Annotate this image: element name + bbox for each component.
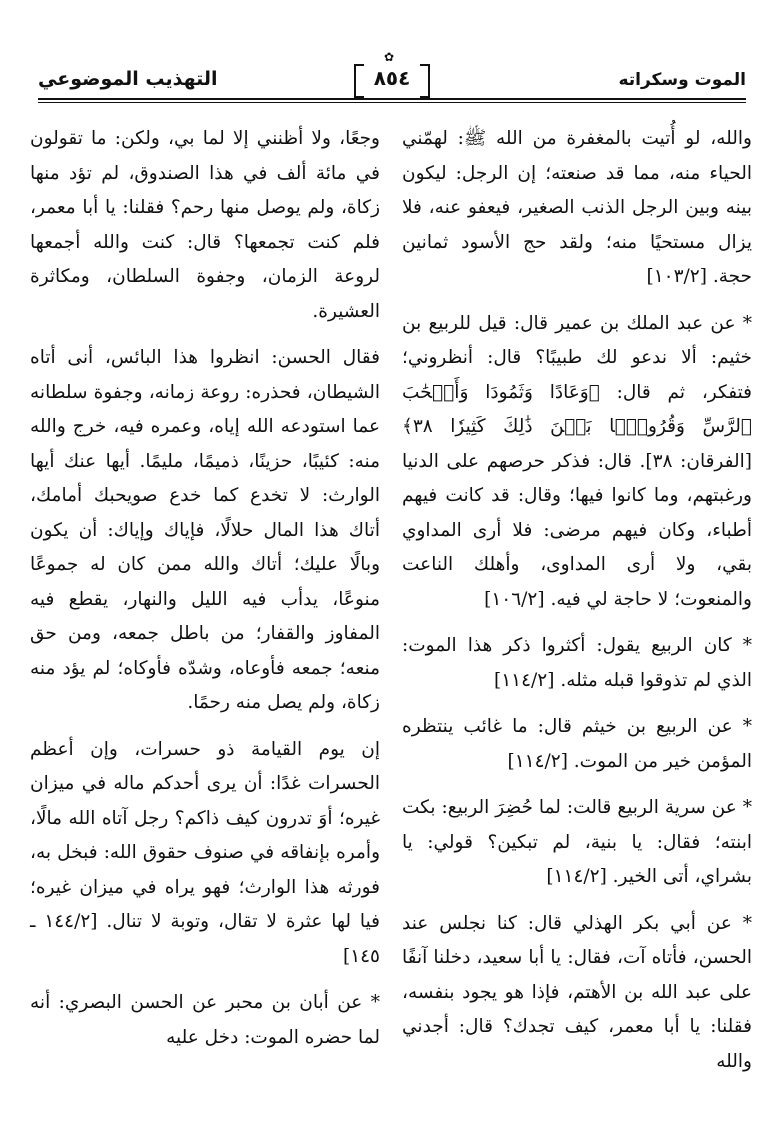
- paragraph: * عن عبد الملك بن عمير قال: قيل للربيع بن خثيم: ألا ندعو لك طبيبًا؟ قال: أنظروني؛ فتفكر، ثم قال: ﴿وَعَادًا وَثَمُودَا وَأَصۡحَٰبَ ٱلرَّسِّ وَقُرُونَۢا بَيۡنَ ذَٰلِكَ كَثِيرٗا ٣٨﴾ [الفرقان: ٣٨]. قال: فذكر حرصهم على الدنيا ورغبتهم، وما كانوا فيها؛ وقال: قد كانت فيهم أطباء، وكان فيهم مرضى: فلا أرى المداوي بقي، ولا أرى المداوى، وأهلك الناعت والمنعوت؛ لا حاجة لي فيه. [١٠٦/٢]: [402, 312, 752, 610]
- paragraph: إن يوم القيامة ذو حسرات، وإن أعظم الحسرات غدًا: أن يرى أحدكم ماله في ميزان غيره؛ أوَ تدرون كيف ذاكم؟ رجل آتاه الله مالًا، وأمره بإنفاقه في صنوف حقوق الله: فبخل به، فورثه هذا الوارث؛ فهو يراه في ميزان غيره؛ فيا لها عثرة لا تقال، وتوبة لا تنال. [١٤٤/٢ ـ ١٤٥]: [30, 738, 380, 967]
- header-rule-thin: [38, 102, 746, 103]
- paragraph: فقال الحسن: انظروا هذا البائس، أنى أتاه الشيطان، فحذره: روعة زمانه، وجفوة سلطانه عما استودعه الله إياه، وعمره فيه، خرج والله منه: كئيبًا، حزينًا، ذميمًا، مليمًا. أيها عنك أيها الوارث: لا تخدع كما خدع صويحبك أمامك، أتاك هذا المال حلالًا، فإياك وإياك: أن يكون وبالًا عليك؛ أتاك والله ممن كان له جموعًا منوعًا، يدأب فيه الليل والنهار، يقطع فيه المفاوز والقفار؛ من باطل جمعه، ومن حق منعه؛ جمعه فأوعاه، وشدّه فأوكاه؛ لم يؤد منه زكاة، ولم يصل منه رحمًا.: [30, 347, 380, 713]
- paragraph: * عن أبان بن محبر عن الحسن البصري: أنه لما حضره الموت: دخل عليه: [30, 992, 380, 1048]
- bracket-right: [420, 64, 430, 98]
- paragraph: * كان الربيع يقول: أكثروا ذكر هذا الموت: الذي لم تذوقوا قبله مثله. [١١٤/٢]: [402, 635, 752, 691]
- page-number-box: [354, 50, 430, 96]
- right-column: [402, 122, 752, 1091]
- paragraph: وجعًا، ولا أظنني إلا لما بي، ولكن: ما تقولون في مائة ألف في هذا الصندوق، لم تؤد منها زكاة، ولم يوصل منها رحم؟ فقلنا: يا أبا معمر، فلم كنت تجمعها؟ قال: كنت والله أجمعها لروعة الزمان، وجفوة السلطان، ومكاثرة العشيرة.: [30, 128, 380, 322]
- page-header: [38, 50, 746, 104]
- paragraph: * عن الربيع بن خيثم قال: ما غائب ينتظره المؤمن خير من الموت. [١١٤/٢]: [402, 716, 752, 772]
- chapter-title: الموت وسكراته: [618, 70, 746, 90]
- page-number: ٨٥٤: [373, 66, 411, 90]
- left-column: [30, 122, 380, 1067]
- paragraph: * عن أبي بكر الهذلي قال: كنا نجلس عند الحسن، فأتاه آت، فقال: يا أبا سعيد، دخلنا آنفًا على عبد الله بن الأهتم، فإذا هو يجود بنفسه، فقلنا: يا أبا معمر، كيف تجدك؟ قال: أجدني والله: [402, 912, 752, 1072]
- bracket-left: [354, 64, 364, 98]
- paragraph: * عن سرية الربيع قالت: لما حُضِرَ الربيع: بكت ابنته؛ فقال: يا بنية، لم تبكين؟ قولي: يا بشراي، أتى الخير. [١١٤/٢]: [402, 797, 752, 887]
- header-rule: [38, 98, 746, 100]
- ornament-icon: ✿: [384, 50, 395, 64]
- book-title: التهذيب الموضوعي: [38, 68, 218, 90]
- paragraph: والله، لو أُتيت بالمغفرة من الله ﷺ: لهمّني الحياء منه، مما قد صنعته؛ إن الرجل: ليكون بينه وبين الرجل الذنب الصغير، فيعفو عنه، فلا يزال مستحيًا منه؛ ولقد حج الأسود ثمانين حجة. [١٠٣/٢]: [402, 128, 752, 287]
